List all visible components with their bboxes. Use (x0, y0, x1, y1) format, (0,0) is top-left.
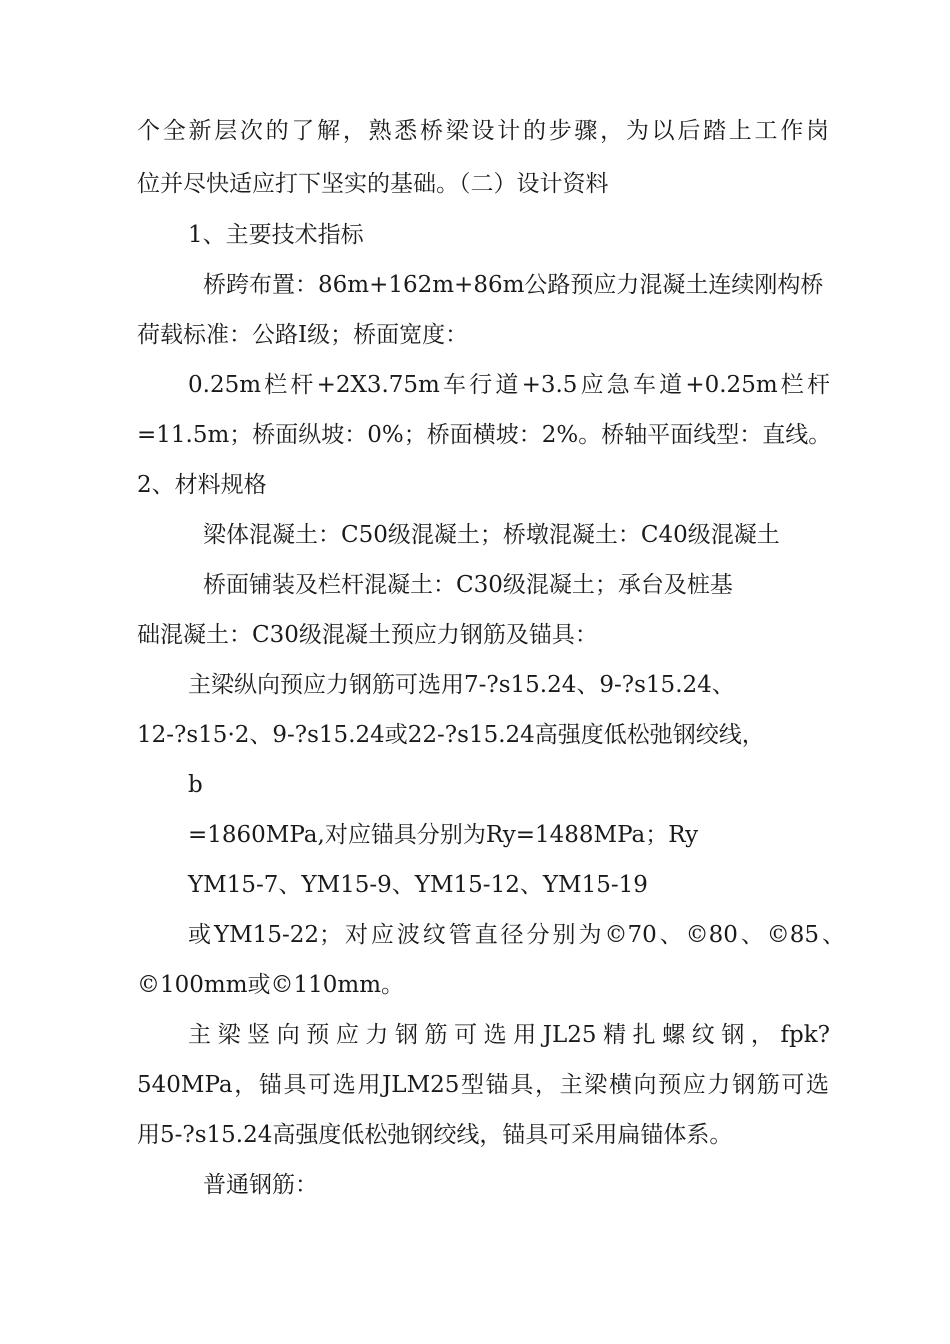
text-line-ordinary-rebar: 普通钢筋： (203, 1172, 318, 1198)
text-line-load-standard: 荷载标准：公路Ⅰ级；桥面宽度： (137, 322, 469, 348)
text-line-longitudinal-strand: 主梁纵向预应力钢筋可选用7-?s15.24、9-?s15.24、 (188, 672, 735, 698)
section-heading-main-indicators: 1、主要技术指标 (188, 222, 364, 248)
text-line-bridge-span: 桥跨布置：86m+162m+86m公路预应力混凝土连续刚构桥 (203, 272, 824, 298)
text-line-anchor-types: YM15-7、YM15-9、YM15-12、YM15-19 (188, 872, 648, 898)
text-line-strength: =1860MPa,对应锚具分别为Ry=1488MPa；Ry (188, 822, 699, 848)
text-line-deck-concrete: 桥面铺装及栏杆混凝土：C30级混凝土；承台及桩基 (203, 572, 733, 598)
text-line-flat-anchor: 用5-?s15.24高强度低松弛钢绞线，锚具可采用扁锚体系。 (137, 1122, 733, 1148)
text-line-duct-diameters: 或YM15-22；对应波纹管直径分别为©70、©80、©85、 (188, 922, 845, 948)
text-line-transverse-prestress: 540MPa，锚具可选用JLM25型锚具，主梁横向预应力钢筋可选 (137, 1072, 829, 1098)
text-line-subscript-b: b (188, 772, 203, 798)
text-line-duct-diameters-cont: ©100mm或©110mm。 (137, 972, 405, 998)
text-line-strand-types: 12-?s15·2、9-?s15.24或22-?s15.24高强度低松弛钢绞线， (137, 722, 765, 748)
text-line-deck-width: 0.25m栏杆+2X3.75m车行道+3.5应急车道+0.25m栏杆 (188, 372, 830, 398)
text-line-2: 位并尽快适应打下坚实的基础。（二）设计资料 (137, 171, 609, 197)
text-line-foundation-concrete: 础混凝土：C30级混凝土预应力钢筋及锚具： (137, 622, 598, 648)
text-line-1: 个全新层次的了解，熟悉桥梁设计的步骤，为以后踏上工作岗 (137, 118, 829, 144)
text-line-vertical-prestress: 主梁竖向预应力钢筋可选用JL25精扎螺纹钢，fpk? (188, 1022, 830, 1048)
section-heading-material-specs: 2、材料规格 (137, 472, 267, 498)
text-line-slopes: =11.5m；桥面纵坡：0%；桥面横坡：2%。桥轴平面线型：直线。 (137, 422, 832, 448)
text-line-beam-concrete: 梁体混凝土：C50级混凝土；桥墩混凝土：C40级混凝土 (203, 522, 780, 548)
